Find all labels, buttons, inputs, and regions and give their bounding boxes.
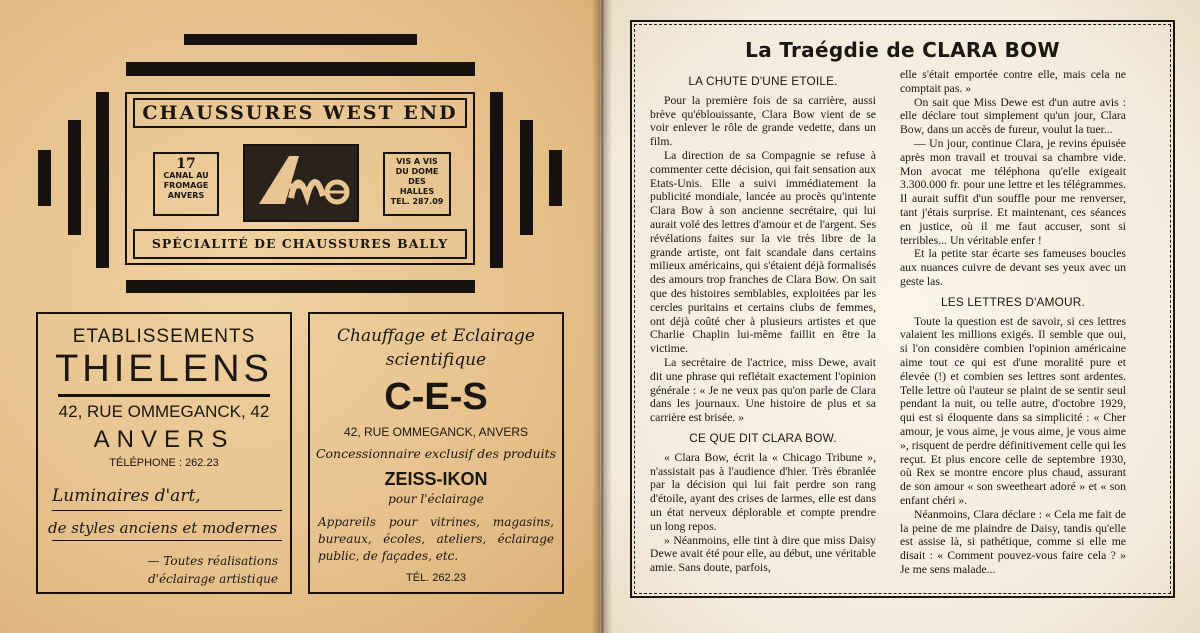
paragraph: « Clara Bow, écrit la « Chicago Tribune », n'assistait pas à l'audience d'hier. Très ébranlée par la décision qui lui fait perdre son rang d'étoile, ayant des crises de larmes, elle est dans un état nerveux déplorable et compte prendre un long repos. (650, 450, 876, 533)
ces-concessionnaire: Concessionnaire exclusif des produits (315, 446, 557, 461)
paragraph: Néanmoins, Clara déclare : « Cela me fait de la peine de me plaindre de Daisy, tandis qu'elle est assise là, si pathétique, comme si elle me disait : « Comment pouvez-vous faire cela ? » Je me sens malade... (900, 507, 1126, 576)
thielens-address: 42, RUE OMMEGANCK, 42 (58, 402, 270, 421)
thielens-divider (58, 394, 270, 397)
west-end-addr-line1: CANAL AU (163, 171, 209, 180)
west-end-location-box (383, 152, 451, 216)
thielens-realisations-1: — Toutes réalisations (147, 554, 278, 568)
deco-bar-right3 (549, 150, 562, 206)
deco-bar-right2 (520, 120, 533, 235)
ces-address: 42, RUE OMMEGANCK, ANVERS (343, 425, 529, 439)
article-column-2 (900, 68, 1126, 577)
deco-bar-left2 (68, 120, 81, 235)
paragraph: » Néanmoins, elle tint à dire que miss Daisy Dewe avait été pour elle, au début, une véritable amie. Sans doute, parfois, (650, 533, 876, 575)
section-heading-chute: LA CHUTE D'UNE ETOILE. (688, 74, 838, 88)
west-end-loc-line4: HALLES (399, 187, 435, 196)
thielens-rule1 (52, 510, 282, 511)
thielens-name: THIELENS (55, 348, 273, 390)
thielens-rule2 (52, 540, 282, 541)
section-heading-clara: CE QUE DIT CLARA BOW. (689, 430, 837, 445)
thielens-styles: de styles anciens et modernes (48, 519, 278, 537)
west-end-loc-line5: TEL. 287.09 (390, 197, 444, 206)
thielens-luminaires: Luminaires d'art, (52, 486, 201, 506)
thielens-telephone: TÉLÉPHONE : 262.23 (109, 457, 219, 469)
thielens-realisations-2: d'éclairage artistique (147, 572, 278, 586)
deco-bar-top (184, 34, 417, 45)
paragraph: Pour la première fois de sa carrière, aussi brève qu'éblouissante, Clara Bow vient de se voir enlever le rôle de grande vedette, dans un film. (650, 93, 876, 149)
deco-bar-bottom (126, 280, 475, 293)
article-column-1 (650, 68, 876, 575)
west-end-loc-line1: VIS A VIS (396, 157, 438, 166)
west-end-loc-line2: DU DOME (395, 167, 439, 176)
book-gutter (592, 0, 612, 633)
ces-appareils: Appareils pour vitrines, magasins, bureaux, écoles, ateliers, éclairage public, de façades, etc. (318, 515, 554, 563)
west-end-address-box (153, 152, 219, 216)
west-end-specialty: SPÉCIALITÉ DE CHAUSSURES BALLY (133, 229, 467, 259)
paragraph: elle s'était emportée contre elle, mais cela ne comptait pas. » (900, 68, 1126, 95)
deco-bar-left3 (96, 92, 109, 268)
ces-heading-2: scientifique (385, 350, 487, 370)
ces-brand: ZEISS-IKON (384, 469, 488, 489)
ces-heading-1: Chauffage et Eclairage (336, 326, 535, 346)
paragraph: La direction de sa Compagnie se refuse à commenter cette décision, qui fait sensation aux Etats-Unis. Elle a suivi immédiatement la publicité mondiale, lancée au procès qu'intente Clara Bow à son ancienne secrétaire, qui lui aurait volé des lettres d'amour et de l'argent. Ses révélations faites sur la vie très libre de la grande artiste, ont fait scandale dans certains milieux américains, qui s'étaient déjà formalisés des amours trop franches de Clara Bow. On sait que des histoires semblables, exploitées par les cercles puritains et certains clubs de femmes, ont déjà coûté cher à plusieurs artistes et que Charlie Chaplin lui-même faillit en être la victime. (650, 148, 876, 356)
thielens-establishments: ETABLISSEMENTS (72, 326, 256, 347)
ces-telephone: TÉL. 262.23 (406, 572, 466, 584)
west-end-addr-line2: FROMAGE (163, 181, 209, 190)
paragraph: On sait que Miss Dewe est d'un autre avis : elle déclare tout simplement qu'un jour, Clara Bow, dans un accès de fureur, voulut la tuer... (900, 95, 1126, 137)
deco-bar-left1 (38, 150, 51, 206)
west-end-title: CHAUSSURES WEST END (133, 98, 467, 128)
thielens-city: ANVERS (93, 426, 235, 453)
deco-bar-right1 (490, 92, 503, 268)
paragraph: — Un jour, continue Clara, je revins épuisée après mon travail et trouvai sa chambre vide. Mon avocat me téléphona qu'elle exigeait 3.300.000 fr. pour une lettre et les télégrammes. Il aurait suffit d'un souffle pour me renverser, tant j'étais surprise. Et maintenant, ces séances en justice, où il me faut accuser, sont si terribles... Un véritable enfer ! (900, 136, 1126, 247)
paragraph: Et la petite star écarte ses fameuses boucles aux nuances cuivre de devant ses yeux avec un geste las. (900, 247, 1126, 288)
west-end-addr-line3: ANVERS (167, 191, 205, 200)
deco-bar-top2 (126, 62, 475, 76)
thielens-advert (36, 312, 292, 594)
ces-pour: pour l'éclairage (388, 492, 484, 506)
west-end-logo (243, 144, 359, 222)
west-end-number: 17 (176, 156, 196, 172)
west-end-advert (125, 92, 475, 265)
ces-name: C-E-S (384, 376, 488, 418)
ces-advert (308, 312, 564, 594)
paragraph: Toute la question est de savoir, si ces lettres valaient les millions exigés. Il semble que oui, si l'on considère combien l'opinion américaine aime tout ce qui est d'une moralité pure et élevée (!) et combien ses lettres sont ardentes. Telle lettre où l'auteur se plaint de se sentir seul pendant la nuit, ou telle autre, d'octobre 1929, qui est si éloquente dans sa simplicité : « Cher amour, je vous aime, je vous aime, je vous aime », risquent de perdre définitivement celle qui les reçut. Et plus encore celle de septembre 1930, où Rex se montre encore plus chaud, assurant de son amour « son sweetheart adoré » et « son enfant chéri ». (900, 314, 1126, 507)
west-end-loc-line3: DES (408, 177, 426, 186)
section-heading-lettres: LES LETTRES D'AMOUR. (941, 294, 1085, 309)
paragraph: La secrétaire de l'actrice, miss Dewe, avait dit une phrase qui reflétait exactement l'opinion générale : « Je ne veux pas qu'on parle de Clara dans les journaux. Une histoire de plus et sa carrière est brisée. » (650, 355, 876, 425)
awe-logo-icon (245, 146, 357, 220)
article-title: La Traégdie de CLARA BOW (745, 38, 1060, 62)
